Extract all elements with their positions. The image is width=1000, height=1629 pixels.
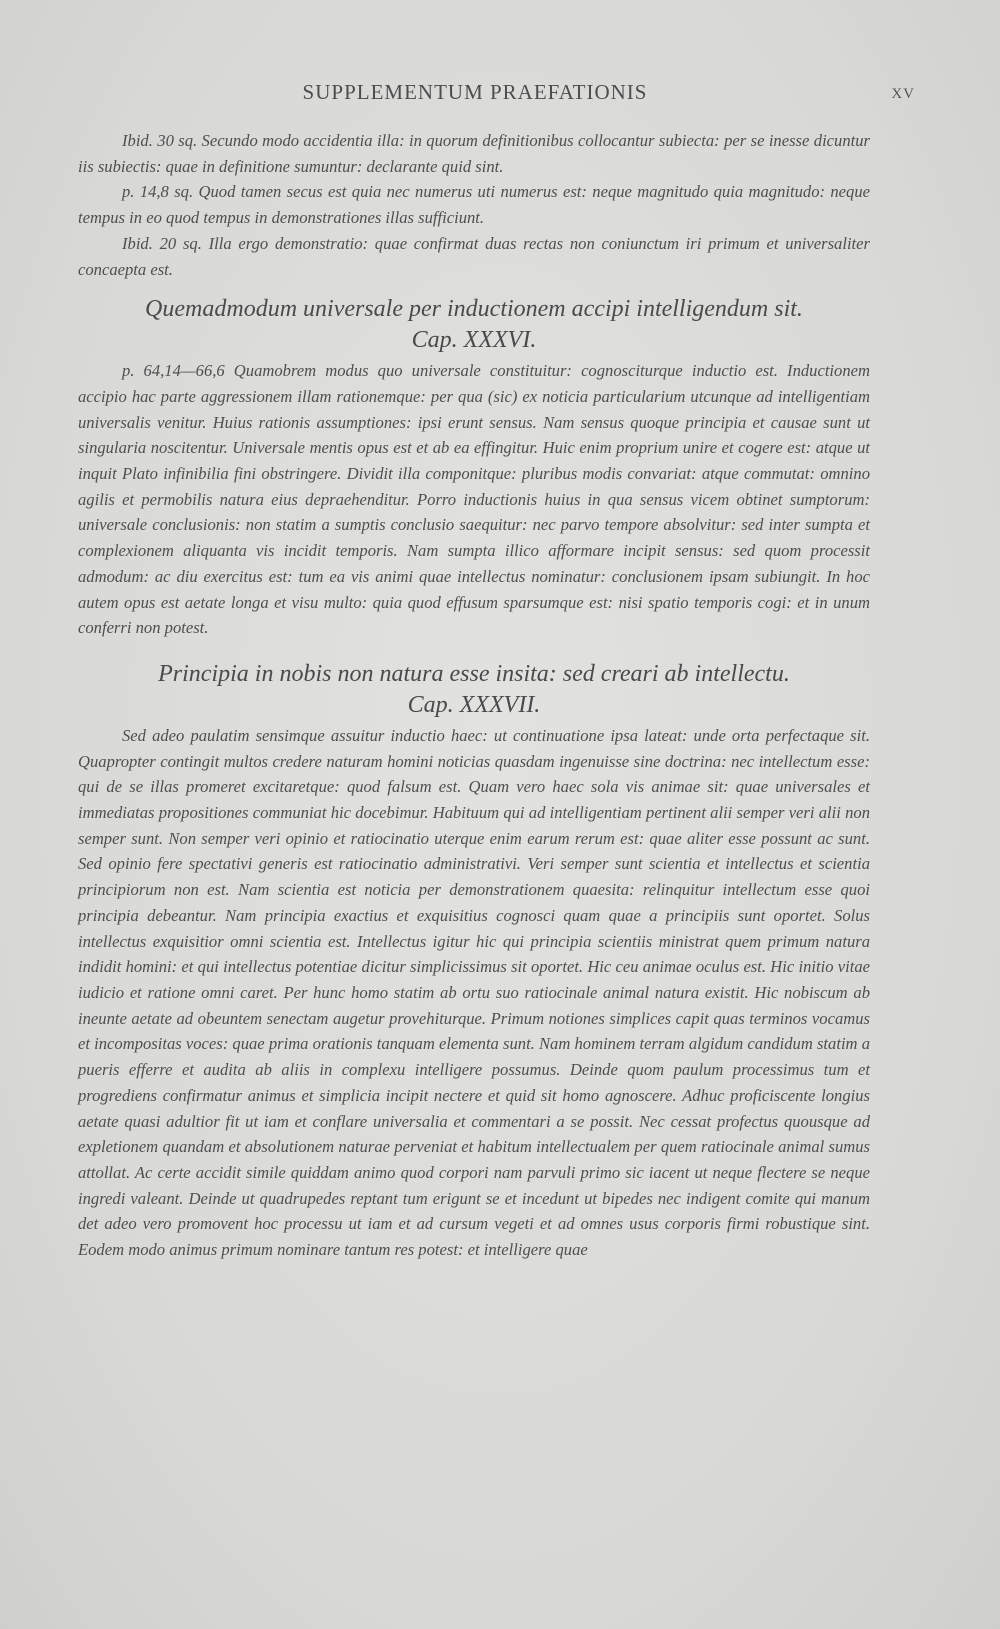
paragraph-ibid-20: Ibid. 20 sq. Illa ergo demonstratio: quae confirmat duas rectas non coniunctum iri primum et universaliter concaepta est. <box>78 233 870 279</box>
paragraph-chapter-37: Sed adeo paulatim sensimque assuitur inductio haec: ut continuatione ipsa lateat: unde orta perfectaque sit. Quapropter contingit multos credere naturam homini noticias quasdam ingenuisse sine doctrina: nec intellectum esse: qui de se illas promeret excitaretque: quod falsum est. Quam vero haec sola vis animae sit: quae universales et immediatas propositiones communiat hic docebimur. Habituum qui ad intelligentiam pertinent alii semper veri alii non semper sunt. Non semper veri opinio et ratiocinatio uterque enim earum rerum est: quae aliter esse possunt ac sunt. Sed opinio fere spectativi generis est ratiocinatio administrativi. Veri semper sunt scientia et intellectus et scientia principiorum non est. Nam scientia est noticia per demonstrationem quaesita: relinquitur intellectum esse quoi principia debeantur. Nam principia exactius et exquisitius cognosci quam quae a principiis sunt oportet. Solus intellectus exquisitior omni scientia est. Intellectus igitur hic qui principia scientiis ministrat quem primum natura indidit homini: et qui intellectus potentiae dicitur simplicissimus sit oportet. Hic ceu animae oculus est. Hic initio vitae iudicio et ratione omni caret. Per hunc homo statim ab ortu suo ratiocinale animal natura existit. Hic nobiscum ab ineunte aetate ad obeuntem senectam augetur provehiturque. Primum notiones simplices capit quas terminos vocamus et incompositas voces: quae prima orationis tanquam elementa sunt. Nam hominem terram algidum candidum statim a pueris efferre et audita ab aliis in complexu intelligere possumus. Deinde quom paulum processimus tum et progrediens confirmatur animus et simplicia incipit nectere et quid sit homo agnoscere. Adhuc proficiscente longius aetate quasi adultior fit ut iam et conflare universalia et commentari a se possit. Nec cessat profectus quousque ad expletionem quandam et absolutionem naturae perveniat et habitum intellectualem per quem ratiocinale animal sumus attollat. Ac certe accidit simile quiddam animo quod corpori nam parvuli primo sic iacent ut neque flectere se neque ingredi valeant. Deinde ut quadrupedes reptant tum erigunt se et incedunt ut bipedes nec indigent comite qui manum det adeo vero promovent hoc processu ut iam et ad cursum vegeti et ad omnes usus corporis firmi robustique sint. Eodem modo animus primum nominare tantum res potest: et intelligere quae <box>78 725 870 1260</box>
chapter-number-37: Cap. XXXVII. <box>407 691 541 718</box>
page-header <box>75 80 915 110</box>
chapter-number-36: Cap. XXXVI. <box>411 327 537 354</box>
section-heading-37: Principia in nobis non natura esse insita: sed creari ab intellectu. <box>158 660 790 687</box>
paragraph-p14: p. 14,8 sq. Quod tamen secus est quia nec numerus uti numerus est: neque magnitudo quia magnitudo: neque tempus in eo quod tempus in demonstrationes illas sufficiunt. <box>78 182 870 228</box>
paragraph-chapter-36: p. 64,14—66,6 Quamobrem modus quo universale constituitur: cognosciturque inductio est. Inductionem accipio hac parte aggressionem illam rationemque: per qua (sic) ex noticia particularium utcunque ad intelligentiam universalis venitur. Huius rationis assumptiones: ipsi erunt sensus. Nam sensus quoque principia et causae sunt ut singularia noscitentur. Universale mentis opus est et ab ea effingitur. Huic enim proprium unire et cogere est: atque ut inquit Plato infinibilia fini obstringere. Dividit illa componitque: pluribus modis convariat: atque commutat: omnino agilis et permobilis natura eius depraehenditur. Porro inductionis huius in qua sensus vicem obtinet sumptorum: universale conclusionis: non statim a sumptis conclusio saequitur: nec parvo tempore absolvitur: sed inter sumpta et complexionem aliquanta vis incidit temporis. Nam sumpta illico afformare incipit sensus: sed quom processit admodum: ac diu exercitus est: tum ea vis animi quae intellectus nominatur: conclusionem ipsam subiungit. In hoc autem opus est aetate longa et visu multo: quia quod effusum sparsumque est: nisi spatio temporis cogi: et in unum conferri non potest. <box>78 361 870 638</box>
section-heading-36: Quemadmodum universale per inductionem accipi intelligendum sit. <box>145 296 803 323</box>
page-number: XV <box>891 86 915 102</box>
running-title: SUPPLEMENTUM PRAEFATIONIS <box>302 80 648 104</box>
page-body <box>78 128 870 1263</box>
paragraph-ibid-30: Ibid. 30 sq. Secundo modo accidentia illa: in quorum definitionibus collocantur subiecta: per se inesse dicuntur iis subiectis: quae in definitione sumuntur: declarante quid sint. <box>78 131 870 176</box>
